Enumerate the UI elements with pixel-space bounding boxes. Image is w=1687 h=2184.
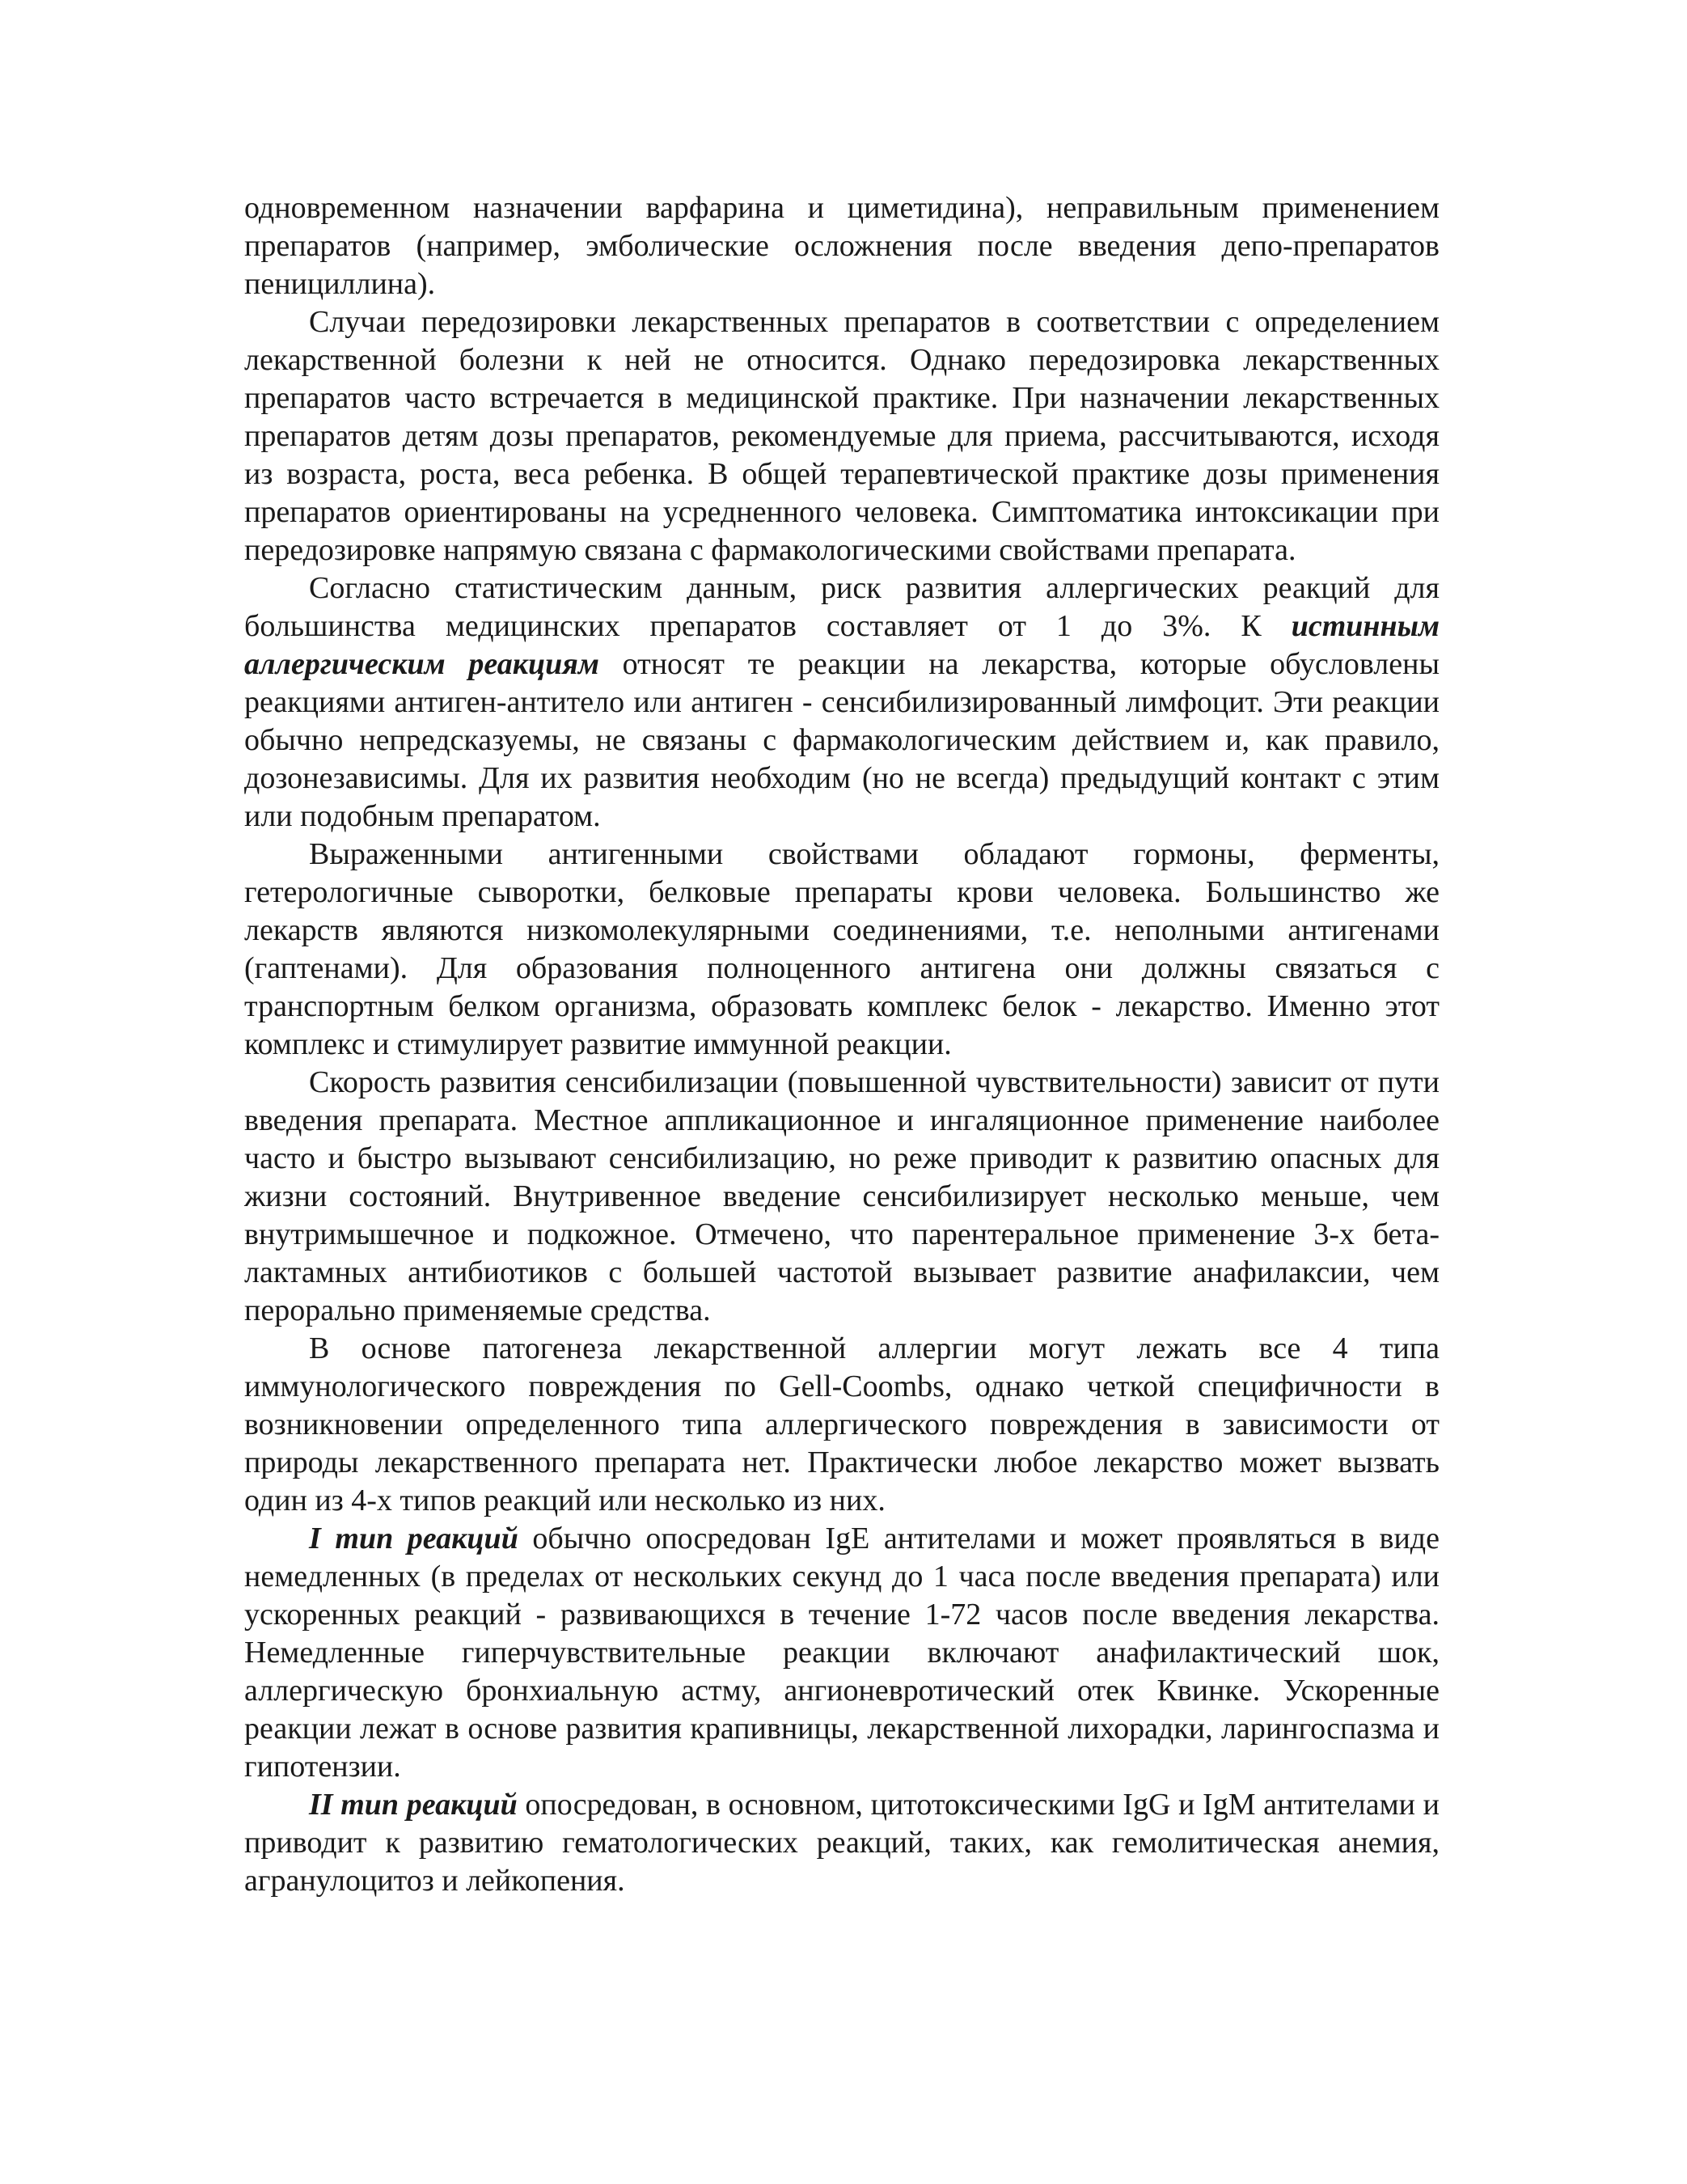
- emphasis-term: II тип реакций: [309, 1788, 518, 1822]
- paragraph-sensitization: [244, 1064, 1440, 1330]
- text-segment: Скорость развития сенсибилизации (повышенной чувствительности) зависит от пути введения препарата. Местное аппликационное и ингаляционное применение наиболее часто и быстро вызывают сенсибилизацию, но реже приводит к развитию опасных для жизни состояний. Внутривенное введение сенсибилизирует несколько меньше, чем внутримышечное и подкожное. Отмечено, что парентеральное применение 3-х бета-лактамных антибиотиков с большей частотой вызывает развитие анафилаксии, чем перорально применяемые средства.: [244, 1065, 1440, 1327]
- paragraph-pathogenesis: [244, 1330, 1440, 1520]
- paragraph-type-1: [244, 1520, 1440, 1786]
- paragraph-continuation: [244, 189, 1440, 303]
- text-segment: Выраженными антигенными свойствами обладают гормоны, ферменты, гетерологичные сыворотки, белковые препараты крови человека. Большинство же лекарств являются низкомолекулярными соединениями, т.е. неполными антигенами (гаптенами). Для образования полноценного антигена они должны связаться с транспортным белком организма, образовать комплекс белок - лекарство. Именно этот комплекс и стимулирует развитие иммунной реакции.: [244, 837, 1440, 1061]
- paragraph-type-2: [244, 1786, 1440, 1900]
- text-segment: обычно опосредован IgE антителами и может проявляться в виде немедленных (в пределах от нескольких секунд до 1 часа после введения препарата) или ускоренных реакций - развивающихся в течение 1-72 часов после введения лекарства. Немедленные гиперчувствительные реакции включают анафилактический шок, аллергическую бронхиальную астму, ангионевротический отек Квинке. Ускоренные реакции лежат в основе развития крапивницы, лекарственной лихорадки, ларингоспазма и гипотензии.: [244, 1522, 1440, 1784]
- document-page: [244, 189, 1440, 1900]
- text-segment: Согласно статистическим данным, риск развития аллергических реакций для большинства медицинских препаратов составляет от 1 до 3%. К: [244, 571, 1440, 643]
- text-segment: одновременном назначении варфарина и циметидина), неправильным применением препаратов (например, эмболические осложнения после введения депо-препаратов пенициллина).: [244, 191, 1440, 301]
- paragraph-overdose: [244, 303, 1440, 569]
- paragraph-true-allergy: [244, 569, 1440, 836]
- emphasis-term: I тип реакций: [309, 1522, 518, 1555]
- text-segment: Случаи передозировки лекарственных препаратов в соответствии с определением лекарственной болезни к ней не относится. Однако передозировка лекарственных препаратов часто встречается в медицинской практике. При назначении лекарственных препаратов детям дозы препаратов, рекомендуемые для приема, рассчитываются, исходя из возраста, роста, веса ребенка. В общей терапевтической практике дозы применения препаратов ориентированы на усредненного человека. Симптоматика интоксикации при передозировке напрямую связана с фармакологическими свойствами препарата.: [244, 305, 1440, 567]
- paragraph-antigens: [244, 836, 1440, 1064]
- text-segment: В основе патогенеза лекарственной аллергии могут лежать все 4 типа иммунологического повреждения по Gell-Coombs, однако четкой специфичности в возникновении определенного типа аллергического повреждения в зависимости от природы лекарственного препарата нет. Практически любое лекарство может вызвать один из 4-х типов реакций или несколько из них.: [244, 1331, 1440, 1517]
- text-segment: опосредован, в основном, цитотоксическими IgG и IgM антителами и приводит к развитию гематологических реакций, таких, как гемолитическая анемия, агранулоцитоз и лейкопения.: [244, 1788, 1440, 1898]
- text-segment: относят те реакции на лекарства, которые обусловлены реакциями антиген-антитело или антиген - сенсибилизированный лимфоцит. Эти реакции обычно непредсказуемы, не связаны с фармакологическим действием и, как правило, дозонезависимы. Для их развития необходим (но не всегда) предыдущий контакт с этим или подобным препаратом.: [244, 647, 1440, 833]
- emphasis-term: истинным аллергическим реакциям: [244, 609, 1440, 681]
